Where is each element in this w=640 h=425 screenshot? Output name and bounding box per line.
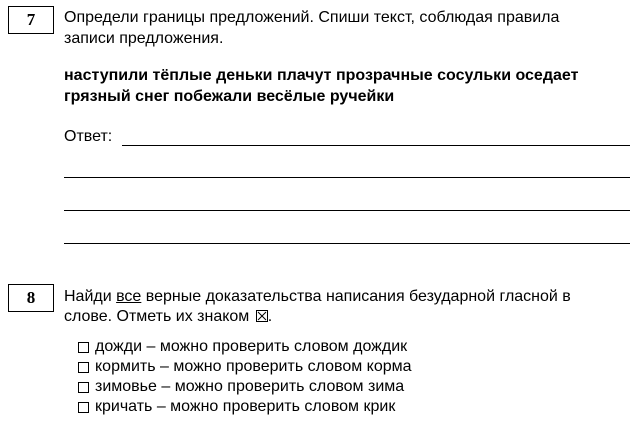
task-7-text-line-2: грязный снег побежали весёлые ручейки: [64, 88, 395, 105]
checkbox-icon[interactable]: [78, 362, 89, 373]
task-8-instruction-line-1: [64, 287, 571, 307]
task-8-instruction-line-2: [64, 307, 272, 327]
task-7-instruction-line-1: Определи границы предложений. Спиши текст, соблюдая правила: [64, 9, 560, 26]
task-7-instruction-line-2: записи предложения.: [64, 30, 224, 47]
task-8-instruction-end: .: [267, 308, 273, 325]
checkbox-icon[interactable]: [78, 342, 89, 353]
task-7-text-line-1: наступили тёплые деньки плачут прозрачные сосульки оседает: [64, 67, 579, 84]
option-2-label: кормить – можно проверить словом корма: [95, 358, 412, 375]
task-8-instruction-underlined: все: [116, 288, 142, 305]
task-8-instruction-after: верные доказательства написания безударной гласной в: [141, 288, 571, 305]
checkbox-icon[interactable]: [78, 402, 89, 413]
task-8-instruction-before: Найди: [64, 288, 117, 305]
task-8-number: 8: [26, 288, 36, 307]
option-1-label: дожди – можно проверить словом дождик: [95, 338, 408, 355]
answer-line-3[interactable]: [64, 210, 630, 211]
answer-line-1[interactable]: [122, 145, 630, 146]
checkbox-icon[interactable]: [78, 382, 89, 393]
task-8-instruction-text: слове. Отметь их знаком: [64, 308, 250, 325]
option-2[interactable]: [78, 357, 412, 377]
answer-line-2[interactable]: [64, 177, 630, 178]
task-7-number: 7: [26, 10, 36, 29]
option-4[interactable]: [78, 397, 395, 417]
checked-box-icon: [256, 310, 268, 322]
task-8-number-box: [8, 284, 54, 312]
option-1[interactable]: [78, 337, 407, 357]
task-7-number-box: [8, 6, 54, 34]
option-3[interactable]: [78, 377, 404, 397]
answer-line-4[interactable]: [64, 243, 630, 244]
answer-label: Ответ:: [64, 128, 113, 145]
option-3-label: зимовье – можно проверить словом зима: [95, 378, 405, 395]
option-4-label: кричать – можно проверить словом крик: [95, 398, 396, 415]
